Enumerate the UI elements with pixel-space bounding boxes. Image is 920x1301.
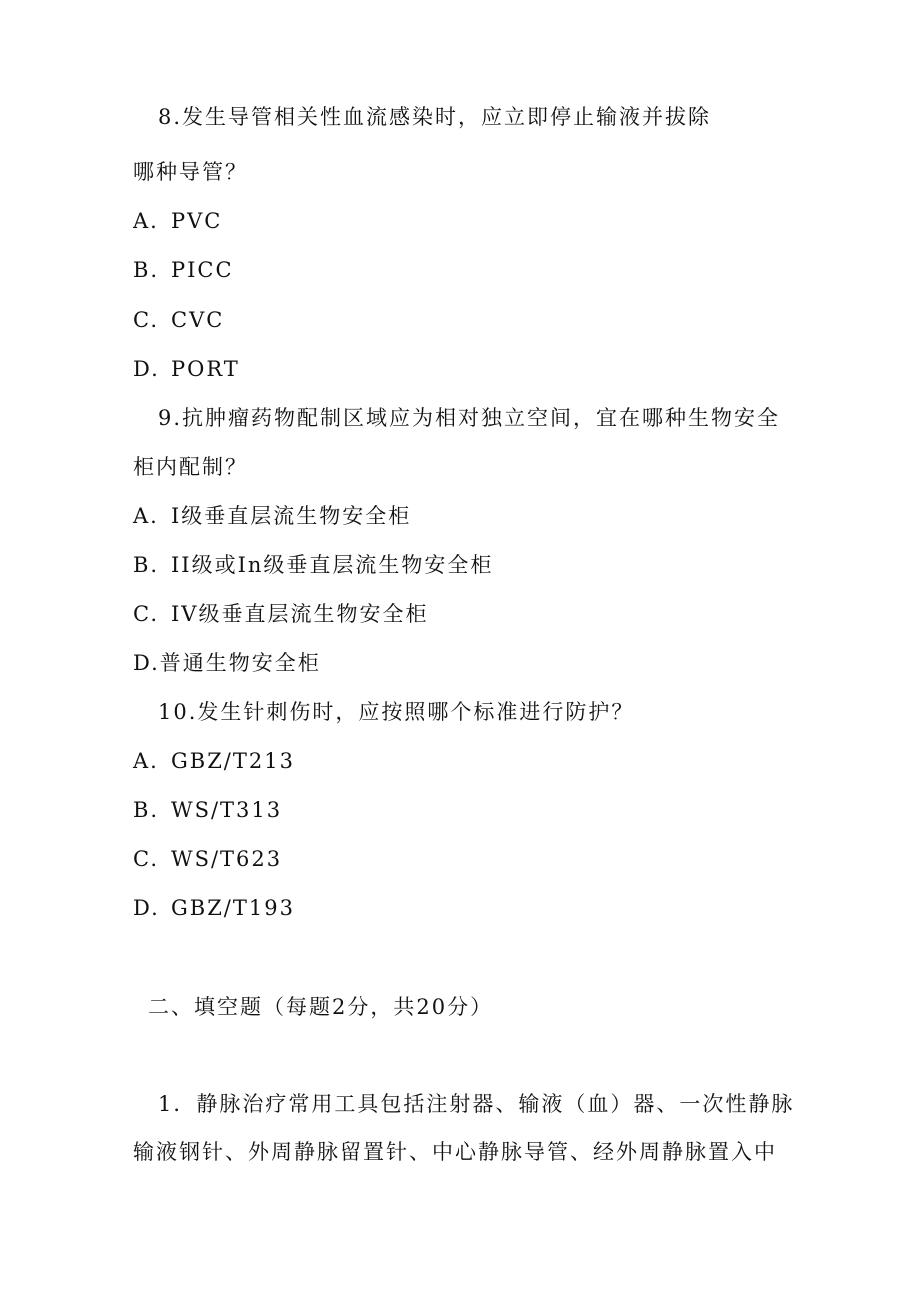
question-9-stem: 9.抗肿瘤药物配制区域应为相对独立空间，宜在哪种生物安全 bbox=[158, 406, 781, 430]
option-text: PORT bbox=[171, 357, 240, 381]
option-letter: B. bbox=[133, 258, 160, 282]
option-text: GBZ/T213 bbox=[171, 749, 295, 773]
question-8-option-d bbox=[133, 355, 240, 383]
question-8-option-b bbox=[133, 256, 234, 284]
option-letter: C. bbox=[133, 847, 159, 871]
question-9-option-a bbox=[133, 502, 411, 530]
question-8-option-a bbox=[133, 207, 222, 235]
fill-blank-question-1: 1．静脉治疗常用工具包括注射器、输液（血）器、一次性静脉 bbox=[158, 1092, 795, 1116]
option-letter: A. bbox=[133, 504, 159, 528]
option-letter: B. bbox=[133, 798, 160, 822]
option-text: CVC bbox=[171, 308, 225, 332]
fill-blank-question-1-continued: 输液钢针、外周静脉留置针、中心静脉导管、经外周静脉置入中 bbox=[133, 1140, 777, 1164]
option-text: WS/T313 bbox=[171, 798, 283, 822]
question-10-option-b bbox=[133, 796, 282, 824]
option-letter: B. bbox=[133, 553, 160, 577]
question-10-option-d bbox=[133, 894, 295, 922]
option-text: I级垂直层流生物安全柜 bbox=[171, 504, 412, 528]
option-text: PVC bbox=[171, 209, 223, 233]
question-10-stem: 10.发生针刺伤时，应按照哪个标准进行防护？ bbox=[158, 700, 635, 724]
option-text: IV级垂直层流生物安全柜 bbox=[171, 602, 429, 626]
option-text: PICC bbox=[171, 258, 234, 282]
question-9-stem-continued: 柜内配制？ bbox=[133, 455, 248, 479]
option-text: WS/T623 bbox=[171, 847, 283, 871]
option-text: GBZ/T193 bbox=[171, 896, 295, 920]
option-letter: C. bbox=[133, 602, 159, 626]
question-8-stem: 8.发生导管相关性血流感染时，应立即停止输液并拔除 bbox=[158, 105, 712, 129]
option-text: 普通生物安全柜 bbox=[159, 651, 321, 675]
question-10-option-a bbox=[133, 747, 295, 775]
option-text: II级或In级垂直层流生物安全柜 bbox=[171, 553, 494, 577]
option-letter: D. bbox=[133, 357, 160, 381]
section-heading: 二、填空题（每题2分，共20分） bbox=[148, 995, 494, 1019]
option-letter: D. bbox=[133, 651, 160, 675]
option-letter: D. bbox=[133, 896, 160, 920]
option-letter: A. bbox=[133, 749, 159, 773]
question-8-option-c bbox=[133, 306, 224, 334]
option-letter: A. bbox=[133, 209, 159, 233]
option-letter: C. bbox=[133, 308, 159, 332]
question-8-stem-continued: 哪种导管？ bbox=[133, 160, 248, 184]
question-9-option-b bbox=[133, 551, 493, 579]
question-9-option-d bbox=[133, 649, 321, 677]
question-9-option-c bbox=[133, 600, 428, 628]
question-10-option-c bbox=[133, 845, 282, 873]
